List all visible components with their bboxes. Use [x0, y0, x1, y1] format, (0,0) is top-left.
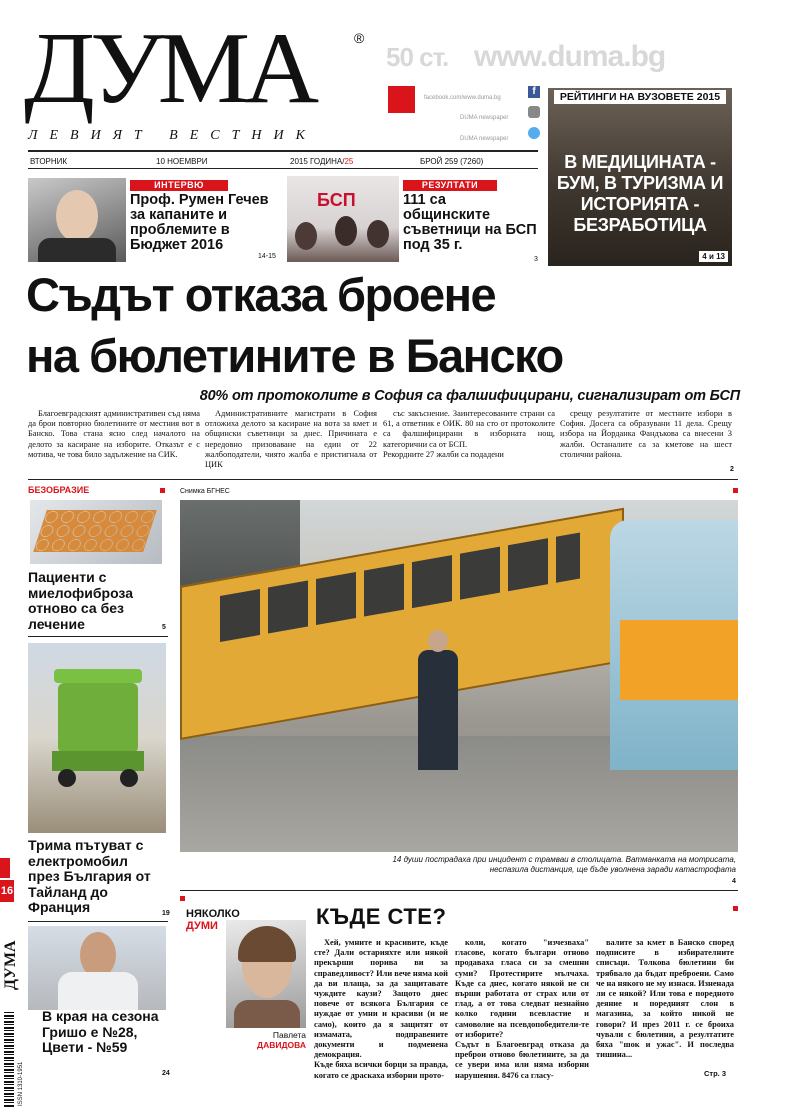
- column-col2: коли, когато "изчезваха" гласове, когато българи отново продаваха гласа си за смешни суми? Протестирите мълчаха. Къде са днес, когато някой не си върши работата от страх или от глад, а от това следват незнайно колко години всевластие и самоволие на псевдопобедители-те от изборите? Съдът в Благоевград отказа да преброи отново бюлетините, за да се увери има или няма изборни нарушения. 8476 са гласу-: [455, 938, 589, 1080]
- dateline-date: 10 НОЕМВРИ: [156, 157, 208, 166]
- lead-page: 2: [730, 466, 734, 473]
- spine-brand: ДУМА: [2, 940, 19, 990]
- dateline-rule-bottom: [28, 168, 538, 169]
- promo-text: В МЕДИЦИНАТА - БУМ, В ТУРИЗМА И ИСТОРИЯТА - БЕЗРАБОТИЦА: [556, 152, 724, 235]
- issn: ISSN 1310-1951: [18, 1061, 24, 1106]
- left-story2-text[interactable]: Трима пътуват с електромобил през България от Тайланд до Франция: [28, 837, 151, 915]
- dateline-day: ВТОРНИК: [30, 157, 68, 166]
- teaser1-text[interactable]: Проф. Румен Гечев за капаните и проблемите в Бюджет 2016: [130, 192, 269, 253]
- promo-heading: РЕЙТИНГИ НА ВУЗОВЕТЕ 2015: [554, 90, 726, 104]
- lead-column-1: Благоевградският административен съд няма да брои повторно бюлетините от местния вот в Банско. Това стана ясно след началото на делото за касиране на изборите. Отказът е с мотива, че това било задължение на СИК.: [28, 409, 200, 459]
- promo-box[interactable]: [548, 88, 732, 266]
- teaser3-tag: РЕЗУЛТАТИ: [403, 180, 497, 191]
- bsp-logo: БСП: [317, 190, 356, 210]
- left-rule2: [28, 921, 168, 922]
- dateline-issue: БРОЙ 259 (7260): [420, 157, 484, 166]
- promo-pages: 4 и 13: [699, 251, 728, 262]
- photo-rule: [180, 890, 738, 891]
- teaser3-text[interactable]: 111 са общинските съветници на БСП под 35 г.: [403, 192, 537, 253]
- lead-column-4: срещу резултатите от местните избори в София. Досега са образувани 11 дела. Срещу избора на Йорданка Фандъкова са внесени 3 жалби. Останалите са за кметове на шест столични района.: [560, 409, 732, 459]
- lead-column-2: Административните магистрати в София отложиха делото за касиране на вота за кмет и общински съветници за днес. Причината е нередовно призоваване на един от 22 жалбоподатели, чиято жалба е пристигнала от ЦИК: [205, 409, 377, 470]
- photo-dot: [733, 488, 738, 493]
- spine-issue: 16: [0, 880, 14, 902]
- column-dot-left: [180, 896, 185, 901]
- instagram-link[interactable]: DUMA newspaper: [460, 106, 544, 120]
- tennis-photo: [28, 926, 166, 1010]
- barcode: [4, 1012, 14, 1108]
- tuktuk-photo: [28, 643, 166, 833]
- instagram-icon: [528, 106, 540, 118]
- column-dot-right: [733, 906, 738, 911]
- spine-red-bar: [0, 858, 10, 878]
- subhead: 80% от протоколите в София са фалшифицирани, сигнализират от БСП: [199, 388, 740, 404]
- column-tag: НЯКОЛКО ДУМИ: [186, 908, 240, 932]
- left-story1-text[interactable]: Пациенти с миелофиброза отново са без лечение: [28, 569, 133, 632]
- tram-accident-photo: [180, 500, 738, 852]
- twitter-link[interactable]: DUMA newspaper: [460, 127, 544, 141]
- photo-page: 4: [732, 878, 736, 885]
- dateline-rule: [28, 150, 538, 152]
- photo-credit: Снимка БГНЕС: [180, 488, 230, 495]
- dateline-year: 2015 ГОДИНА/25: [290, 157, 354, 166]
- left-story1-dot: [160, 488, 165, 493]
- headline-line2[interactable]: на бюлетините в Банско: [26, 329, 563, 382]
- teaser2-photo: [287, 176, 399, 262]
- pills-photo: [30, 500, 162, 564]
- teaser1-photo: [28, 178, 126, 262]
- website[interactable]: www.duma.bg: [474, 40, 666, 73]
- left-rule1: [28, 636, 168, 637]
- column-page: Стр. 3: [704, 1069, 727, 1078]
- left-story2-page: 19: [162, 910, 170, 917]
- author-name: Павлета ДАВИДОВА: [257, 1030, 306, 1050]
- teaser3-page: 3: [534, 256, 538, 263]
- masthead-red-square: [388, 86, 415, 113]
- twitter-icon: [528, 127, 540, 139]
- left-story3-text[interactable]: В края на сезона Гришо е №28, Цвети - №59: [42, 1008, 159, 1055]
- lead-column-3: със закъснение. Заинтересованите страни са 61, а ответник е ОИК. 80 на сто от протоколите са фалшифицирани в изборната нощ, категорични са от БСП. Рекордните 27 жалби са подадени: [383, 409, 555, 459]
- price: 50 ст.: [386, 42, 449, 72]
- facebook-icon: f: [528, 86, 540, 98]
- facebook-link[interactable]: facebook.com/www.duma.bg f: [424, 86, 544, 100]
- left-story1-page: 5: [162, 624, 166, 631]
- masthead-tagline: ЛЕВИЯТ ВЕСТНИК: [28, 128, 317, 143]
- teaser1-page: 14-15: [258, 253, 276, 260]
- teaser1-tag: ИНТЕРВЮ: [130, 180, 228, 191]
- lead-rule: [28, 479, 738, 480]
- column-col1: Хей, умните и красивите, къде сте? Дали остарияхте или някой прекърши порива ви за справедливост? Или вече няма кой да ви плаща, за да защитавате чуждите каузи? Защото днес повече от всякога България се нуждае от умни и красиви (и не само), които да я защитят от измамата, подправените документи и подменена демокрация. Къде бяха всички борци за правда, когато се драскаха изборни прото-: [314, 938, 448, 1080]
- left-story3-page: 24: [162, 1070, 170, 1077]
- registered-mark: ®: [354, 30, 365, 46]
- headline-line1[interactable]: Съдът отказа броене: [26, 268, 496, 321]
- photo-caption: 14 души пострадаха при инцидент с трамваи в столицата. Ватманката на мотрисата, неспазила дистанция, ще бъде уволнена заради катастрофата: [392, 855, 736, 874]
- author-photo: [226, 920, 306, 1028]
- column-title: КЪДЕ СТЕ?: [316, 904, 447, 929]
- left-story1-tag: БЕЗОБРАЗИЕ: [28, 485, 90, 495]
- masthead-logo: ДУМА: [24, 18, 314, 125]
- column-col3: валите за кмет в Банско според подписите в избирателните списъци. Толкова бюлетини би трябвало да бъдат преброени. Само че на някого не му изнася. Изненада ли се някой? Или това е поредното деяние и поредният слон в магазина, за който никой не говори? И през 2011 г. се броиха чували с бюлетини, а резултатите бяха "шок и ужас". И последва тишина...: [596, 938, 734, 1060]
